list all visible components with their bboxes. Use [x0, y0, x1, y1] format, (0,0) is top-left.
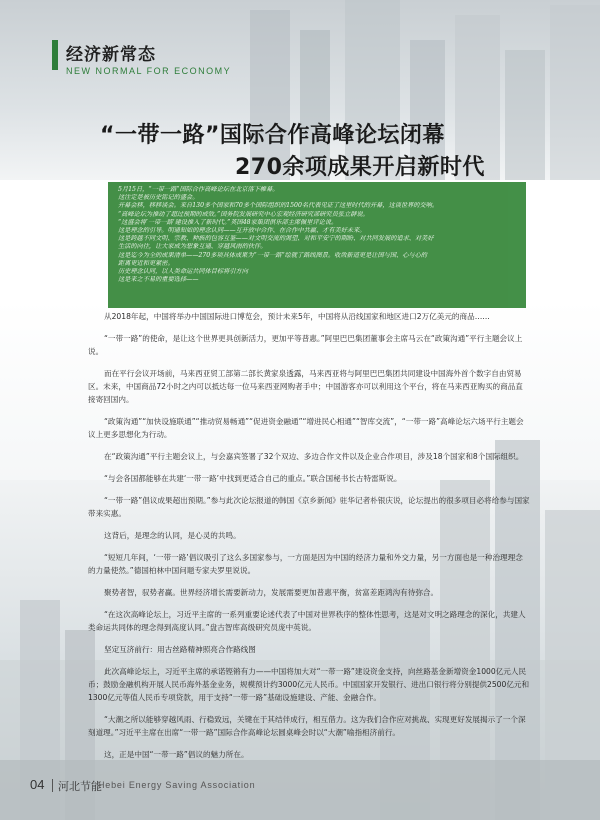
- summary-line: 距离更近和更紧密。: [118, 259, 174, 267]
- summary-line: 这是迄今为全的成果清单——270多项具体成果为“一带一路”绘就了路线图景。收敛新道更是让国与国、心与心的: [118, 251, 427, 259]
- headline-line-1: “一带一路”国际合作高峰论坛闭幕: [100, 123, 445, 148]
- body-paragraph: 这背后，是理念的认同，是心灵的共鸣。: [104, 531, 241, 540]
- body-paragraph: “一带一路”的使命，是让这个世界更具创新活力，更加平等普惠。”阿里巴巴集团董事会主席马云在“政策沟通”平行主题会议上说。: [88, 334, 523, 356]
- summary-line: 这是理念的引导。明通知如的理念认同——互开放中合作、在合作中共赢、才有美好未来。: [118, 227, 366, 235]
- magazine-name-en: Hebei Energy Saving Association: [98, 780, 256, 790]
- footer-divider: [52, 779, 53, 792]
- body-paragraph: “与会各国都能够在共建‘一带一路’中找到更适合自己的重点。”联合国秘书长古特雷斯说。: [104, 474, 402, 483]
- body-paragraph: “短短几年间，‘一带一路’倡议吸引了这么多国家参与，一方面是因为中国的经济力量和外交力量，另一方面也是一种治理理念的力量使然。”德国柏林中国问题专家夫罗里说说。: [88, 553, 523, 575]
- summary-line: “高峰论坛为推动了超过预期的成效。”国务院发展研究中心宏观经济研究部研究员张立群说。: [118, 210, 369, 218]
- summary-line: 这注定是被历史铭记的盛会。: [118, 194, 199, 202]
- section-title: 经济新常态: [66, 45, 156, 65]
- body-paragraph: 聚势者智，驭势者赢。世界经济增长需要新动力，发展需要更加普惠平衡，贫富差距鸿沟有待弥合。: [104, 588, 439, 597]
- summary-box: [108, 182, 526, 308]
- body-paragraph: “一带一路”倡议成果超出预期。”参与此次论坛报道的韩国《京乡新闻》驻华记者朴银庆说，论坛提出的很多项目必将给参与国家带来实惠。: [88, 496, 530, 518]
- body-paragraph: “在这次高峰论坛上，习近平主席的一系列重要论述代表了中国对世界秩序的整体性思考，这是对文明之路理念的深化，共建人类命运共同体的理念得到高度认同。”盘古智库高级研究员庞中英说。: [88, 610, 526, 632]
- magazine-name-cn: 河北节能: [58, 780, 102, 793]
- summary-line: 5月15日，“一带一路”国际合作高峰论坛在北京落下帷幕。: [118, 186, 279, 193]
- article-body: [88, 310, 530, 770]
- body-paragraph: “政策沟通”“加快设施联通”“推动贸易畅通”“促进资金融通”“增进民心相通”“智库交流”，“一带一路”高峰论坛六场平行主题会议上更多思想化为行动。: [88, 417, 524, 439]
- summary-line: 这是来之不易的重要选择——: [118, 276, 199, 284]
- summary-line: 开幕会移，移移谈会。来自130多个国家和70多个国际组织的1500名代表见证了这里时代的开幕，这谈世界的交响。: [118, 202, 439, 210]
- summary-line: “这盛会将‘一带一路’建设推入了新时代。”英国48家集团俱乐部主席佩里评论说。: [118, 218, 338, 226]
- summary-line: 这是跨越不同文明、宗教、种族的包容互鉴——对文明交流的渴望、对和平安宁的期盼、对共同发展的追求、对美好: [118, 235, 434, 243]
- summary-line: 生活的向往，让大家成为想象互通、穿越风雨的伙伴。: [118, 243, 267, 251]
- section-subtitle: NEW NORMAL FOR ECONOMY: [66, 66, 232, 76]
- page-number: 04: [30, 777, 45, 792]
- body-subheading: 坚定互济前行：用古丝路精神照亮合作路线图: [104, 645, 256, 654]
- body-paragraph: 这，正是中国“一带一路”倡议的魅力所在。: [104, 750, 249, 759]
- headline-line-2: 270余项成果开启新时代: [235, 155, 485, 180]
- body-paragraph: 此次高峰论坛上，习近平主席的承诺铿锵有力——中国将加大对“一带一路”建设资金支持，向丝路基金新增资金1000亿元人民币；鼓励金融机构开展人民币海外基金业务，规模预计约3000亿元人民币。中国国家开发银行、进出口银行将分别提供2500亿元和1300亿元等值人民币专项贷款，用于支持“一带一路”基础设施建设、产能、金融合作。: [88, 667, 530, 702]
- section-accent-bar: [52, 40, 58, 70]
- body-paragraph: 在“政策沟通”平行主题会议上，与会嘉宾签署了32个双边、多边合作文件以及企业合作项目，涉及18个国家和8个国际组织。: [104, 452, 524, 461]
- body-paragraph: “大潮之所以能够穿越风雨、行稳致远，关键在于其结伴成行，相互借力。这为我们合作应对挑战、实现更好发展揭示了一个深刻道理。”习近平主席在出席“一带一路”国际合作高峰论坛圆桌峰会时以“大潮”喻指相济前行。: [88, 715, 526, 737]
- body-paragraph: 从2018年起，中国将举办中国国际进口博览会，预计未来5年，中国将从沿线国家和地区进口2万亿美元的商品……: [104, 312, 490, 321]
- body-paragraph: 而在平行会议开场前，马来西亚贸工部第二部长黄家泉透露，马来西亚将与阿里巴巴集团共同建设中国海外首个数字自由贸易区。未来，中国商品72小时之内可以抵达每一位马来西亚网购者手中；中国游客亦可以利用这个平台，将在马来西亚购买的商品直接寄回国内。: [88, 369, 523, 404]
- summary-line: 历史理念认同，以人类命运共同体目标将引方向: [118, 268, 248, 276]
